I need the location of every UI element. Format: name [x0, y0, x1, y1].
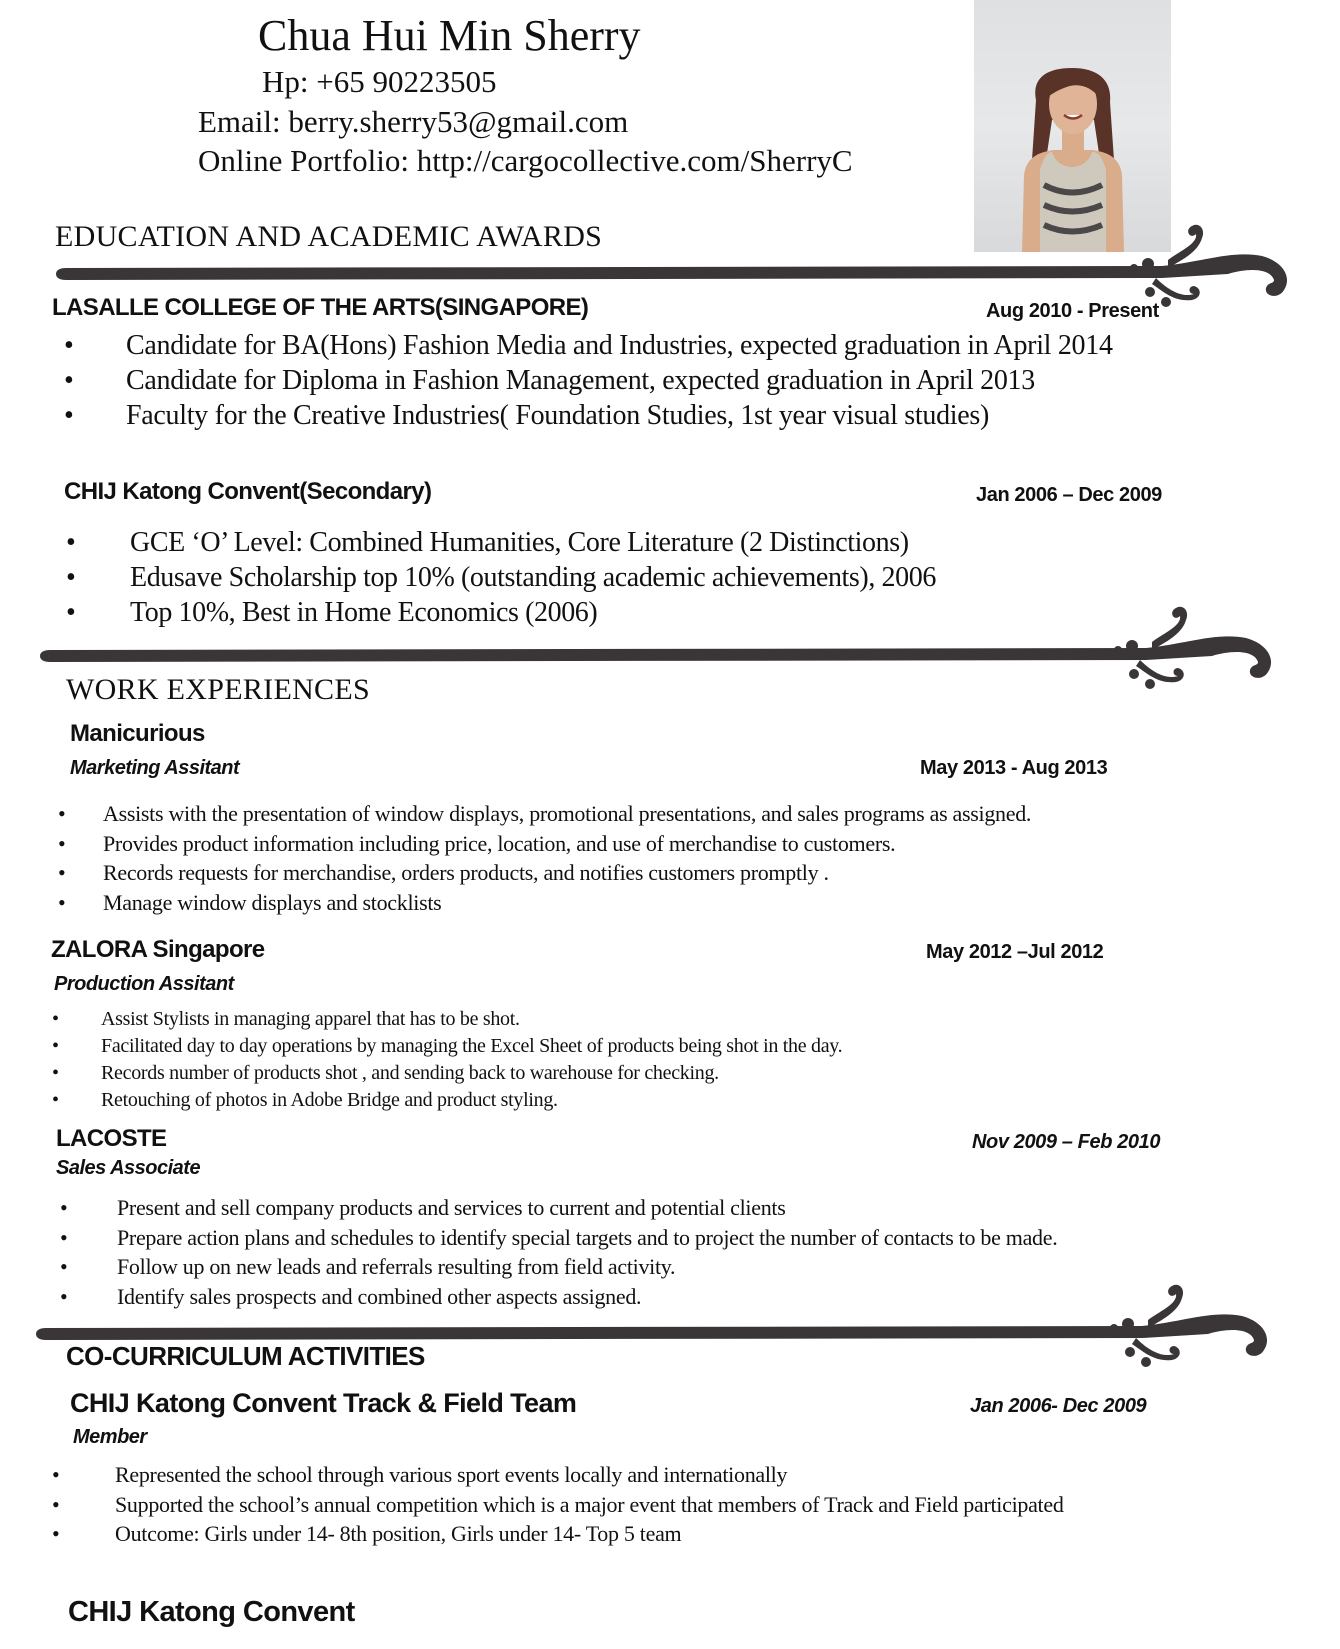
section-title-work: WORK EXPERIENCES: [66, 673, 370, 706]
portfolio-link[interactable]: Online Portfolio: http://cargocollective.com/SherryC: [198, 143, 853, 178]
institution-name: CHIJ Katong Convent(Secondary): [64, 478, 432, 505]
bullet-icon: •: [64, 365, 74, 396]
bullet-icon: •: [60, 1283, 68, 1309]
company-name: Manicurious: [70, 720, 205, 747]
company-name: LACOSTE: [56, 1125, 167, 1152]
bullet-icon: •: [58, 801, 66, 826]
bullet-icon: •: [64, 400, 74, 431]
bullet-icon: •: [60, 1254, 68, 1279]
cca-dates: Jan 2006- Dec 2009: [970, 1395, 1147, 1417]
bullet-icon: •: [52, 1521, 60, 1546]
job-dates: Nov 2009 – Feb 2010: [972, 1131, 1161, 1153]
bullet-icon: •: [52, 1462, 60, 1487]
bullet-icon: •: [60, 1195, 68, 1220]
company-name: ZALORA Singapore: [51, 936, 265, 963]
person-silhouette-icon: [974, 0, 1171, 252]
bullet-icon: •: [64, 330, 74, 361]
bullet-icon: •: [60, 1224, 68, 1250]
job-dates: May 2012 –Jul 2012: [926, 941, 1104, 963]
phone-number: Hp: +65 90223505: [262, 64, 497, 99]
institution-dates: Jan 2006 – Dec 2009: [976, 484, 1162, 506]
profile-photo: [974, 0, 1171, 252]
organization-name: CHIJ Katong Convent: [68, 1596, 355, 1628]
job-role: Marketing Assitant: [70, 757, 240, 779]
bullet-icon: •: [52, 1491, 60, 1517]
bullet-icon: •: [66, 597, 76, 628]
section-title-education: EDUCATION AND ACADEMIC AWARDS: [55, 220, 603, 253]
bullet-icon: •: [52, 1008, 59, 1030]
cca-role: Member: [73, 1426, 147, 1448]
bullet-icon: •: [66, 527, 76, 558]
bullet-icon: •: [66, 562, 76, 593]
job-role: Sales Associate: [56, 1157, 201, 1179]
institution-name: LASALLE COLLEGE OF THE ARTS(SINGAPORE): [52, 294, 589, 321]
bullet-icon: •: [58, 830, 66, 856]
email-address[interactable]: Email: berry.sherry53@gmail.com: [198, 104, 629, 139]
job-dates: May 2013 - Aug 2013: [920, 757, 1108, 779]
job-role: Production Assitant: [54, 973, 234, 995]
bullet-icon: •: [52, 1089, 59, 1111]
bullet-icon: •: [58, 860, 66, 885]
organization-name: CHIJ Katong Convent Track & Field Team: [70, 1388, 577, 1418]
bullet-icon: •: [58, 889, 66, 915]
bullet-icon: •: [52, 1035, 59, 1057]
section-title-cca: CO-CURRICULUM ACTIVITIES: [66, 1341, 425, 1371]
institution-dates: Aug 2010 - Present: [986, 300, 1159, 322]
candidate-name: Chua Hui Min Sherry: [258, 11, 641, 60]
bullet-icon: •: [52, 1062, 59, 1084]
